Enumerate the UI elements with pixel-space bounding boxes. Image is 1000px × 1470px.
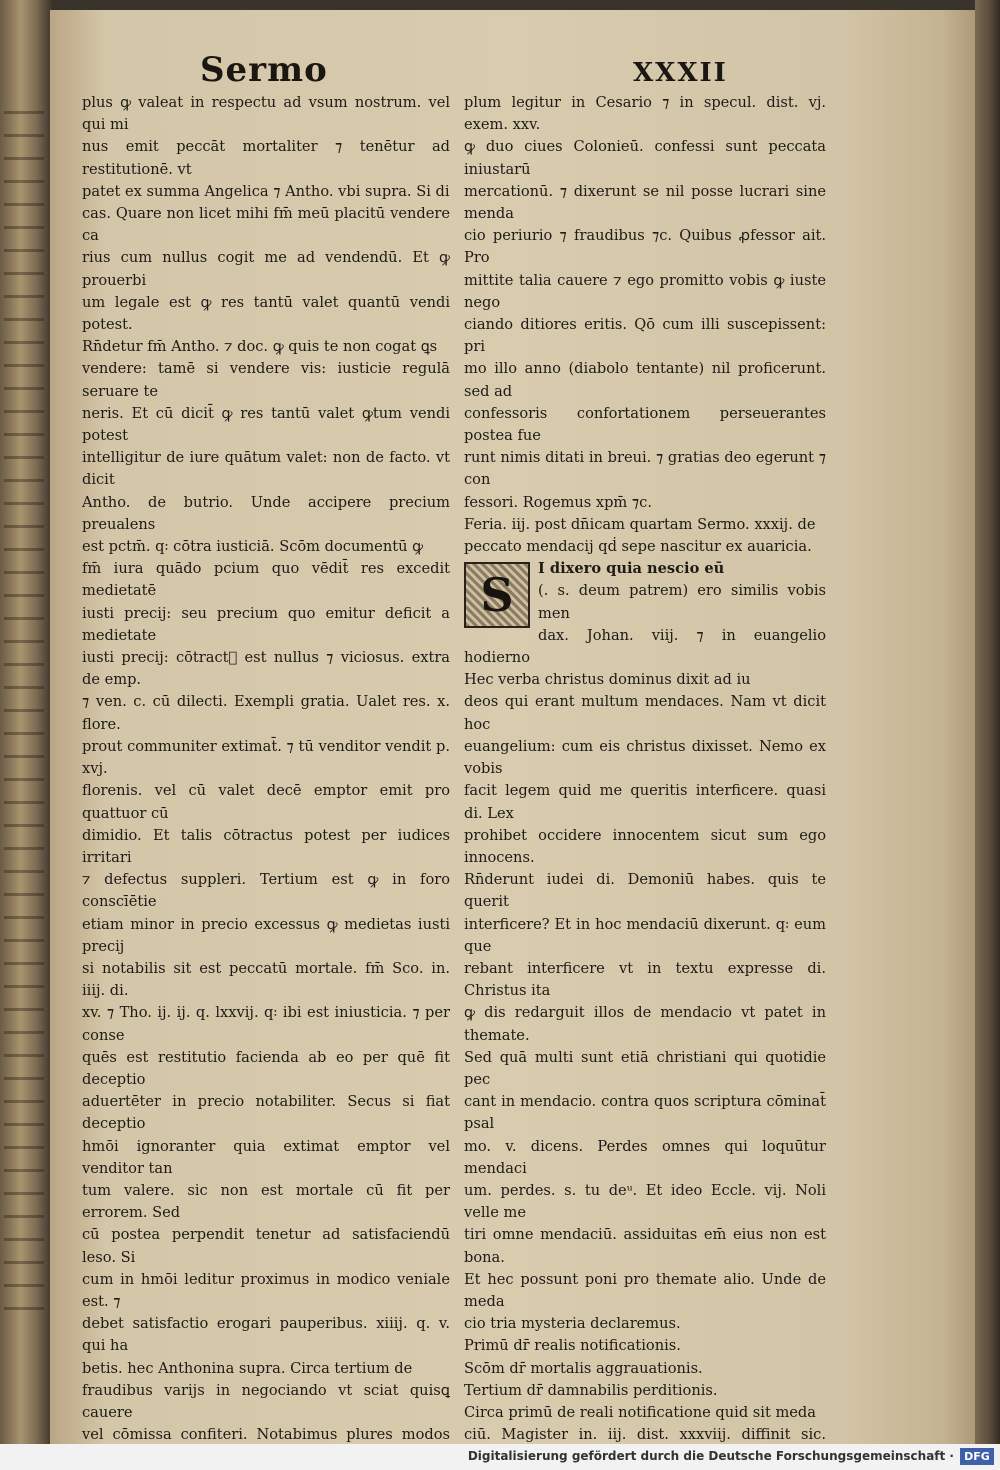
text-line: est pctm̄. q꞉ cōtra iusticiā. Scōm documentū ꝙ	[82, 538, 424, 556]
right-page-edge	[975, 0, 1000, 1444]
text-line: rius cum nullus cogit me ad vendendū. Et ꝙ prouerbi	[82, 249, 450, 289]
text-line: cant in mendacio. contra quos scriptura cōminat̄ psal	[464, 1093, 826, 1133]
text-line: iusti precij: cōtract᷒ est nullus ⁊ viciosus. extra de emp.	[82, 649, 450, 689]
text-column-left	[82, 92, 450, 1444]
text-line: Tertium dr̄ damnabilis perditionis.	[464, 1381, 718, 1399]
text-line: debet satisfactio erogari pauperibus. xiiij. q. v. qui ha	[82, 1315, 450, 1355]
text-line: cum in hmōi leditur proximus in modico veniale est. ⁊	[82, 1270, 450, 1310]
text-line: Sed quā multi sunt etiā christiani qui quotidie pec	[464, 1048, 826, 1088]
text-line: Rn̄derunt iudei di. Demoniū habes. quis te querit	[464, 871, 826, 911]
text-line: dimidio. Et talis cōtractus potest per iudices irritari	[82, 826, 450, 866]
left-page-text-fragments	[4, 110, 44, 1310]
running-header-left: Sermo	[200, 50, 328, 90]
text-line: fm̄ iura quādo pcium quo vēdit̄ res excedit medietatē	[82, 560, 450, 600]
text-line: florenis. vel cū valet decē emptor emit pro quattuor cū	[82, 782, 450, 822]
text-line: vendere: tamē si vendere vis: iusticie regulā seruare te	[82, 360, 450, 400]
text-line: iusti precij: seu precium quo emitur deficit a medietate	[82, 604, 450, 644]
text-line: dax. Johan. viij. ⁊ in euangelio hodierno	[464, 626, 826, 667]
text-line: cio periurio ⁊ fraudibus ⁊c. Quibus ꝓfessor ait. Pro	[464, 227, 826, 267]
text-line: Et hec possunt poni pro themate alio. Unde de meda	[464, 1270, 826, 1310]
text-line: prout communiter extimat̄. ⁊ tū venditor vendit p. xvj.	[82, 737, 450, 778]
text-line: Scōm dr̄ mortalis aggrauationis.	[464, 1359, 703, 1377]
initial-letter: S	[480, 568, 514, 623]
text-line: neris. Et cū dicit̄ ꝙ res tantū valet ꝙtum vendi potest	[82, 404, 450, 445]
text-line: cas. Quare non licet mihi fm̄ meū placitū vendere ca	[82, 205, 450, 245]
text-line: mo illo anno (diabolo tentante) nil proficerunt. sed ad	[464, 360, 826, 400]
text-line: facit legem quid me queritis interficere. quasi di. Lex	[464, 782, 826, 822]
text-line: plum legitur in Cesario ⁊ in specul. dist. vj. exem. xxv.	[464, 94, 826, 134]
text-line: runt nimis ditati in breui. ⁊ gratias deo egerunt ⁊ con	[464, 449, 826, 489]
text-line: plus ꝙ valeat in respectu ad vsum nostrum. vel qui mi	[82, 94, 450, 134]
text-line: intelligitur de iure quātum valet: non de facto. vt dicit	[82, 449, 450, 489]
text-line: mercationū. ⁊ dixerunt se nil posse lucrari sine menda	[464, 182, 826, 223]
text-line: interficere? Et in hoc mendaciū dixerunt. q꞉ eum que	[464, 915, 826, 955]
text-line: Rn̄detur fm̄ Antho. ⁊ doc. ꝙ quis te non cogat ꝗs	[82, 338, 438, 356]
text-line: ⁊ ven. c. cū dilecti. Exempli gratia. Ualet res. x. flore.	[82, 693, 450, 733]
decorated-initial	[464, 562, 530, 628]
text-line: Antho. de butrio. Unde accipere precium preualens	[82, 493, 450, 533]
text-line: euangelium: cum eis christus dixisset. Nemo ex vobis	[464, 737, 826, 778]
text-line: ꝙ duo ciues Colonieū. confessi sunt peccata iniustarū	[464, 138, 826, 178]
text-line: cū postea perpendit tenetur ad satisfaciendū leso. Si	[82, 1226, 450, 1266]
text-line: nus emit peccāt mortaliter ⁊ tenētur ad restitutionē. vt	[82, 138, 450, 178]
text-column-right-top	[464, 92, 826, 558]
text-line: I dixero quia nescio eū	[538, 560, 725, 578]
text-line: um. perdes. s. tu deᵘ. Et ideo Eccle. vij. Noli velle me	[464, 1181, 826, 1222]
text-line: ⁊ defectus suppleri. Tertium est ꝙ in foro conscīētie	[82, 871, 450, 911]
text-line: aduertēter in precio notabiliter. Secus si fiat deceptio	[82, 1093, 450, 1133]
text-line: fraudibus varijs in negociando vt sciat quisꝗ cauere	[82, 1381, 450, 1421]
text-line: hmōi ignoranter quia extimat emptor vel venditor tan	[82, 1137, 450, 1177]
text-line: Feria. iij. post dn̄icam quartam Sermo. xxxij. de	[464, 515, 816, 533]
text-line: tiri omne mendaciū. assiduitas em̄ eius non est bona.	[464, 1226, 826, 1266]
text-line: Primū dr̄ realis notificationis.	[464, 1337, 681, 1355]
text-line: xv. ⁊ Tho. ij. ij. q. lxxvij. q꞉ ibi est iniusticia. ⁊ per conse	[82, 1004, 450, 1044]
text-line: tum valere. sic non est mortale cū fit per errorem. Sed	[82, 1181, 450, 1222]
text-line: (. s. deum patrem) ero similis vobis men	[538, 582, 826, 622]
text-line: peccato mendacij qḋ sepe nascitur ex auaricia.	[464, 538, 812, 556]
dfg-logo: DFG	[960, 1448, 994, 1465]
text-line: mittite talia cauere ⁊ ego promitto vobis ꝙ iuste nego	[464, 271, 826, 311]
text-line: prohibet occidere innocentem sicut sum ego innocens.	[464, 826, 826, 866]
text-line: fessori. Rogemus xpm̄ ⁊c.	[464, 493, 652, 511]
left-page-edge	[0, 0, 52, 1444]
text-column-right-body	[464, 558, 826, 1444]
text-line: betis. hec Anthonina supra. Circa tertium de	[82, 1359, 413, 1377]
text-line: um legale est ꝙ res tantū valet quantū vendi potest.	[82, 293, 450, 334]
text-line: cio tria mysteria declaremus.	[464, 1315, 681, 1333]
text-line: mo. v. dicens. Perdes omnes qui loquūtur mendaci	[464, 1137, 826, 1177]
text-line: vel cōmissa confiteri. Notabimus plures modos	[82, 1426, 450, 1444]
footer-bar	[0, 1444, 1000, 1470]
text-line: patet ex summa Angelica ⁊ Antho. vbi supra. Si di	[82, 182, 450, 200]
text-line: ꝙ dis redarguit illos de mendacio vt patet in themate.	[464, 1004, 826, 1044]
text-line: Hec verba christus dominus dixit ad iu	[464, 671, 751, 689]
footer-credit: Digitalisierung gefördert durch die Deutsche Forschungsgemeinschaft ·	[467, 1449, 954, 1463]
text-column-right	[464, 92, 826, 1444]
text-line: si notabilis sit est peccatū mortale. fm̄ Sco. in. iiij. di.	[82, 959, 450, 1000]
text-line: ciū. Magister in. iij. dist. xxxviij. diffinit sic.	[464, 1426, 826, 1444]
text-line: rebant interficere vt in textu expresse di. Christus ita	[464, 959, 826, 1000]
text-line: etiam minor in precio excessus ꝙ medietas iusti precij	[82, 915, 450, 955]
folio-number: XXXII	[633, 58, 728, 88]
text-line: quēs est restitutio facienda ab eo per quē fit deceptio	[82, 1048, 450, 1088]
text-line: Circa primū de reali notificatione quid sit meda	[464, 1403, 816, 1421]
text-line: deos qui erant multum mendaces. Nam vt dicit hoc	[464, 693, 826, 733]
text-line: ciando ditiores eritis. Qō cum illi suscepissent: pri	[464, 316, 826, 356]
text-line: confessoris confortationem perseuerantes postea fue	[464, 404, 826, 445]
